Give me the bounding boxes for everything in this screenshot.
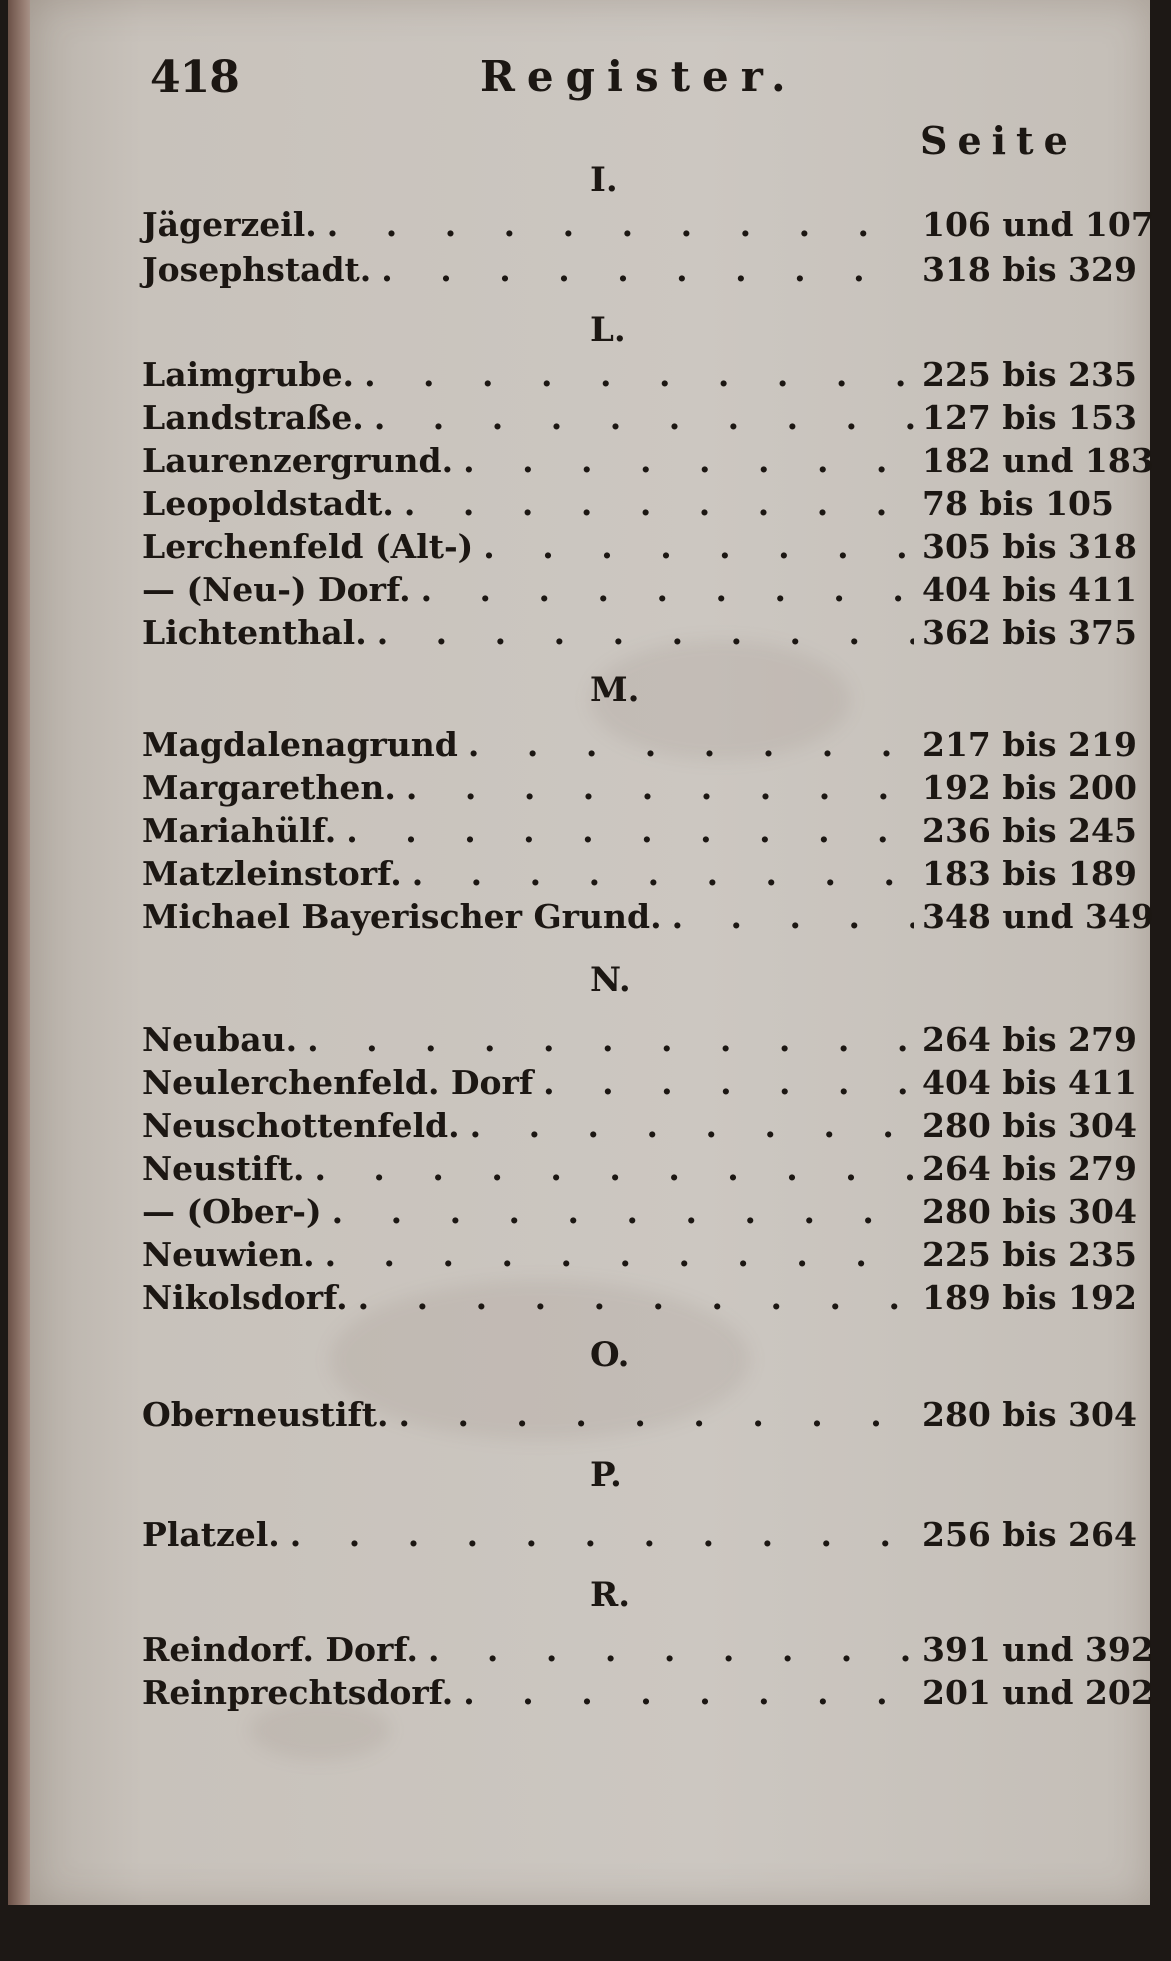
dot-leader xyxy=(280,1515,914,1554)
entry-place: Reindorf. Dorf. xyxy=(142,1630,418,1669)
entry-place: Platzel. xyxy=(142,1515,280,1554)
dot-leader xyxy=(411,570,914,609)
section-letter-m: M. xyxy=(590,670,640,710)
index-entry xyxy=(142,441,1154,481)
entry-place: Josephstadt. xyxy=(142,250,372,289)
index-entry xyxy=(142,527,1137,567)
entry-pages: 201 und 202 xyxy=(922,1673,1154,1712)
entry-place: — (Ober-) xyxy=(142,1192,322,1231)
dot-leader xyxy=(354,355,914,394)
entry-pages: 264 bis 279 xyxy=(922,1020,1137,1059)
entry-pages: 256 bis 264 xyxy=(922,1515,1137,1554)
entry-place: Laurenzergrund. xyxy=(142,441,454,480)
entry-pages: 280 bis 304 xyxy=(922,1192,1137,1231)
dot-leader xyxy=(396,768,914,807)
entry-place: Michael Bayerischer Grund. xyxy=(142,897,662,936)
index-entry xyxy=(142,725,1137,765)
entry-place: Margarethen. xyxy=(142,768,396,807)
page-header xyxy=(150,52,1140,102)
entry-place: Neulerchenfeld. Dorf xyxy=(142,1063,534,1102)
entry-place: Neuschottenfeld. xyxy=(142,1106,460,1145)
entry-pages: 127 bis 153 xyxy=(922,398,1137,437)
entry-place: Reinprechtsdorf. xyxy=(142,1673,454,1712)
entry-pages: 404 bis 411 xyxy=(922,1063,1137,1102)
entry-pages: 106 und 107 xyxy=(922,205,1154,244)
section-letter-n: N. xyxy=(590,960,631,1000)
dot-leader xyxy=(315,1235,914,1274)
section-letter-r: R. xyxy=(590,1575,631,1615)
index-entry xyxy=(142,1278,1137,1318)
index-entry xyxy=(142,1149,1137,1189)
entry-pages: 225 bis 235 xyxy=(922,355,1137,394)
entry-place: Leopoldstadt. xyxy=(142,484,394,523)
index-entry xyxy=(142,613,1137,653)
index-entry xyxy=(142,811,1137,851)
entry-place: Jägerzeil. xyxy=(142,205,317,244)
index-entry xyxy=(142,205,1154,245)
entry-pages: 264 bis 279 xyxy=(922,1149,1137,1188)
register-page xyxy=(30,0,1154,1905)
dot-leader xyxy=(394,484,914,523)
index-entry xyxy=(142,570,1137,610)
index-entry xyxy=(142,355,1137,395)
entry-pages: 348 und 349 xyxy=(922,897,1154,936)
entry-pages: 183 bis 189 xyxy=(922,854,1137,893)
entry-pages: 280 bis 304 xyxy=(922,1106,1137,1145)
dot-leader xyxy=(453,441,914,480)
dot-leader xyxy=(388,1395,914,1434)
section-letter-i: I. xyxy=(590,160,618,200)
entry-pages: 189 bis 192 xyxy=(922,1278,1137,1317)
dot-leader xyxy=(322,1192,914,1231)
entry-place: Landstraße. xyxy=(142,398,364,437)
section-letter-l: L. xyxy=(590,310,626,350)
dot-leader xyxy=(371,250,914,289)
entry-place: — (Neu-) Dorf. xyxy=(142,570,411,609)
index-entry xyxy=(142,1515,1137,1555)
page-number: 418 xyxy=(150,52,239,103)
index-entry xyxy=(142,1063,1137,1103)
index-entry xyxy=(142,897,1154,937)
entry-pages: 217 bis 219 xyxy=(922,725,1137,764)
index-entry xyxy=(142,250,1137,290)
entry-place: Neubau. xyxy=(142,1020,298,1059)
entry-pages: 182 und 183 xyxy=(922,441,1154,480)
index-entry xyxy=(142,1235,1137,1275)
dot-leader xyxy=(367,613,914,652)
entry-pages: 192 bis 200 xyxy=(922,768,1137,807)
column-heading: Seite xyxy=(920,118,1078,163)
entry-place: Laimgrube. xyxy=(142,355,355,394)
index-entry xyxy=(142,1192,1137,1232)
entry-pages: 391 und 392 xyxy=(922,1630,1154,1669)
index-entry xyxy=(142,1395,1137,1435)
entry-pages: 362 bis 375 xyxy=(922,613,1137,652)
entry-place: Mariahülf. xyxy=(142,811,337,850)
dot-leader xyxy=(364,398,914,437)
entry-pages: 280 bis 304 xyxy=(922,1395,1137,1434)
dot-leader xyxy=(453,1673,914,1712)
dot-leader xyxy=(336,811,914,850)
dot-leader xyxy=(662,897,914,936)
index-entry xyxy=(142,768,1137,808)
dot-leader xyxy=(304,1149,914,1188)
entry-place: Neuwien. xyxy=(142,1235,315,1274)
dot-leader xyxy=(317,205,914,244)
index-entry xyxy=(142,484,1132,524)
section-letter-o: O. xyxy=(590,1335,630,1375)
dot-leader xyxy=(458,725,914,764)
entry-pages: 236 bis 245 xyxy=(922,811,1137,850)
index-entry xyxy=(142,1020,1137,1060)
index-entry xyxy=(142,1630,1154,1670)
dot-leader xyxy=(402,854,914,893)
entry-place: Lerchenfeld (Alt-) xyxy=(142,527,474,566)
dot-leader xyxy=(533,1063,914,1102)
dot-leader xyxy=(473,527,914,566)
index-entry xyxy=(142,854,1137,894)
entry-place: Matzleinstorf. xyxy=(142,854,402,893)
index-entry xyxy=(142,398,1137,438)
entry-place: Neustift. xyxy=(142,1149,305,1188)
entry-place: Magdalenagrund xyxy=(142,725,458,764)
entry-pages: 78 bis 105 xyxy=(922,484,1114,523)
entry-place: Lichtenthal. xyxy=(142,613,367,652)
running-title: Register. xyxy=(480,52,798,101)
entry-place: Nikolsdorf. xyxy=(142,1278,348,1317)
dot-leader xyxy=(418,1630,914,1669)
entry-pages: 318 bis 329 xyxy=(922,250,1137,289)
index-entry xyxy=(142,1106,1137,1146)
entry-place: Oberneustift. xyxy=(142,1395,389,1434)
entry-pages: 305 bis 318 xyxy=(922,527,1137,566)
entry-pages: 404 bis 411 xyxy=(922,570,1137,609)
dot-leader xyxy=(297,1020,914,1059)
entry-pages: 225 bis 235 xyxy=(922,1235,1137,1274)
index-entry xyxy=(142,1673,1154,1713)
section-letter-p: P. xyxy=(590,1455,622,1495)
dot-leader xyxy=(460,1106,914,1145)
dot-leader xyxy=(348,1278,914,1317)
